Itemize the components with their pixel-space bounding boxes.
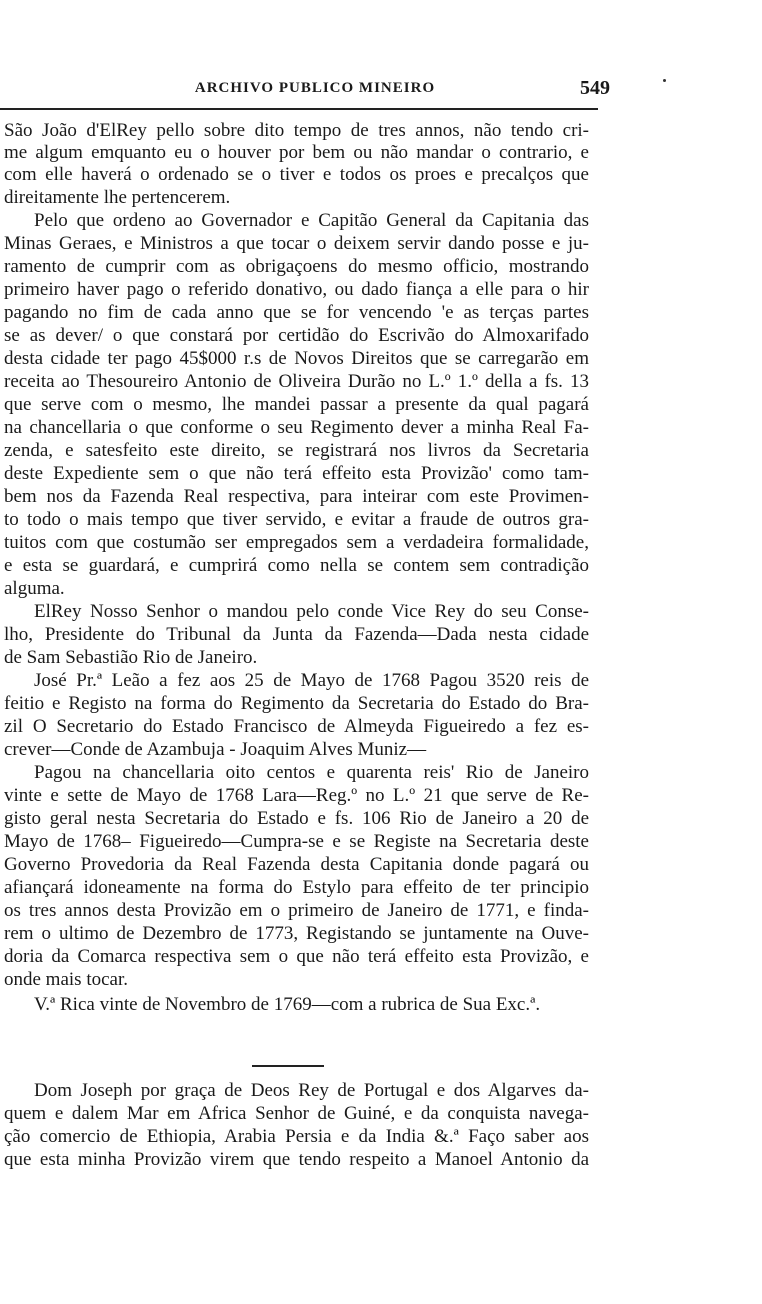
running-title: ARCHIVO PUBLICO MINEIRO xyxy=(194,80,436,96)
text-line: na chancellaria o que conforme o seu Regimento dever a minha Real Fa- xyxy=(4,417,589,438)
text-line: lho, Presidente do Tribunal da Junta da Fazenda—Dada nesta cidade xyxy=(4,624,589,645)
text-line: José Pr.ª Leão a fez aos 25 de Mayo de 1768 Pagou 3520 reis de xyxy=(34,670,589,691)
text-line: feitio e Registo na forma do Regimento da Secretaria do Estado do Bra- xyxy=(4,693,589,714)
text-line: vinte e sette de Mayo de 1768 Lara—Reg.º no L.º 21 que serve de Re- xyxy=(4,785,589,806)
text-line: to todo o mais tempo que tiver servido, e evitar a fraude de outros gra- xyxy=(4,509,589,530)
running-head xyxy=(20,77,610,102)
text-line: se as dever/ o que constará por certidão do Escrivão do Almoxarifado xyxy=(4,325,589,346)
text-line: zenda, e satesfeito este direito, se registrará nos livros da Secretaria xyxy=(4,440,589,461)
text-line: afiançará idoneamente na forma do Estylo para effeito de ter principio xyxy=(4,877,589,898)
text-line: Dom Joseph por graça de Deos Rey de Portugal e dos Algarves da- xyxy=(34,1080,589,1101)
text-line: quem e dalem Mar em Africa Senhor de Guiné, e da conquista navega- xyxy=(4,1103,589,1124)
text-line: doria da Comarca respectiva sem o que não terá effeito esta Provizão, e xyxy=(4,946,589,967)
text-line: Minas Geraes, e Ministros a que tocar o deixem servir dando posse e ju- xyxy=(4,233,589,254)
text-line: gisto geral nesta Secretaria do Estado e fs. 106 Rio de Janeiro a 20 de xyxy=(4,808,589,829)
text-line: ção comercio de Ethiopia, Arabia Persia e da India &.ª Faço saber aos xyxy=(4,1126,589,1147)
text-line: direitamente lhe pertencerem. xyxy=(4,187,231,208)
text-line: me algum emquanto eu o houver por bem ou não mandar o contrario, e xyxy=(4,142,589,163)
text-line: bem nos da Fazenda Real respectiva, para inteirar com este Provimen- xyxy=(4,486,589,507)
text-line: desta cidade ter pago 45$000 r.s de Novos Direitos que se carregarão em xyxy=(4,348,589,369)
page-number: 549 xyxy=(580,77,610,99)
text-line: ramento de cumprir com as obrigaçoens do mesmo officio, mostrando xyxy=(4,256,589,277)
text-line: e esta se guardará, e cumprirá como nella se contem sem contradição xyxy=(4,555,589,576)
text-line: os tres annos desta Provizão em o primeiro de Janeiro de 1771, e finda- xyxy=(4,900,589,921)
text-line: primeiro haver pago o referido donativo, ou dado fiança a elle para o hir xyxy=(4,279,589,300)
text-line: Governo Provedoria da Real Fazenda desta Capitania donde pagará ou xyxy=(4,854,589,875)
text-line: com elle haverá o ordenado se o tiver e todos os proes e precalços que xyxy=(4,164,589,185)
header-rule xyxy=(0,108,598,110)
text-line: deste Expediente sem o que não terá effeito esta Provizão' como tam- xyxy=(4,463,589,484)
section-separator xyxy=(252,1065,324,1067)
text-line: que serve com o mesmo, lhe mandei passar a presente da qual pagará xyxy=(4,394,589,415)
text-line: que esta minha Provizão virem que tendo respeito a Manoel Antonio da xyxy=(4,1149,589,1170)
text-line: tuitos com que costumão ser empregados sem a verdadeira formalidade, xyxy=(4,532,589,553)
text-line: São João d'ElRey pello sobre dito tempo de tres annos, não tendo cri- xyxy=(4,120,589,141)
text-line: Pagou na chancellaria oito centos e quarenta reis' Rio de Janeiro xyxy=(34,762,589,783)
text-line: V.ª Rica vinte de Novembro de 1769—com a rubrica de Sua Exc.ª. xyxy=(34,994,541,1015)
text-line: alguma. xyxy=(4,578,65,599)
text-line: onde mais tocar. xyxy=(4,969,128,990)
text-line: Pelo que ordeno ao Governador e Capitão General da Capitania das xyxy=(34,210,589,231)
text-line: Mayo de 1768– Figueiredo—Cumpra-se e se Registe na Secretaria deste xyxy=(4,831,589,852)
speck xyxy=(663,79,666,82)
text-line: de Sam Sebastião Rio de Janeiro. xyxy=(4,647,258,668)
text-line: crever—Conde de Azambuja - Joaquim Alves Muniz— xyxy=(4,739,427,760)
text-line: receita ao Thesoureiro Antonio de Oliveira Durão no L.º 1.º della a fs. 13 xyxy=(4,371,589,392)
text-line: rem o ultimo de Dezembro de 1773, Registando se juntamente na Ouve- xyxy=(4,923,589,944)
text-line: zil O Secretario do Estado Francisco de Almeyda Figueiredo a fez es- xyxy=(4,716,589,737)
text-line: ElRey Nosso Senhor o mandou pelo conde Vice Rey do seu Conse- xyxy=(34,601,589,622)
text-line: pagando no fim de cada anno que se for vencendo 'e as terças partes xyxy=(4,302,589,323)
